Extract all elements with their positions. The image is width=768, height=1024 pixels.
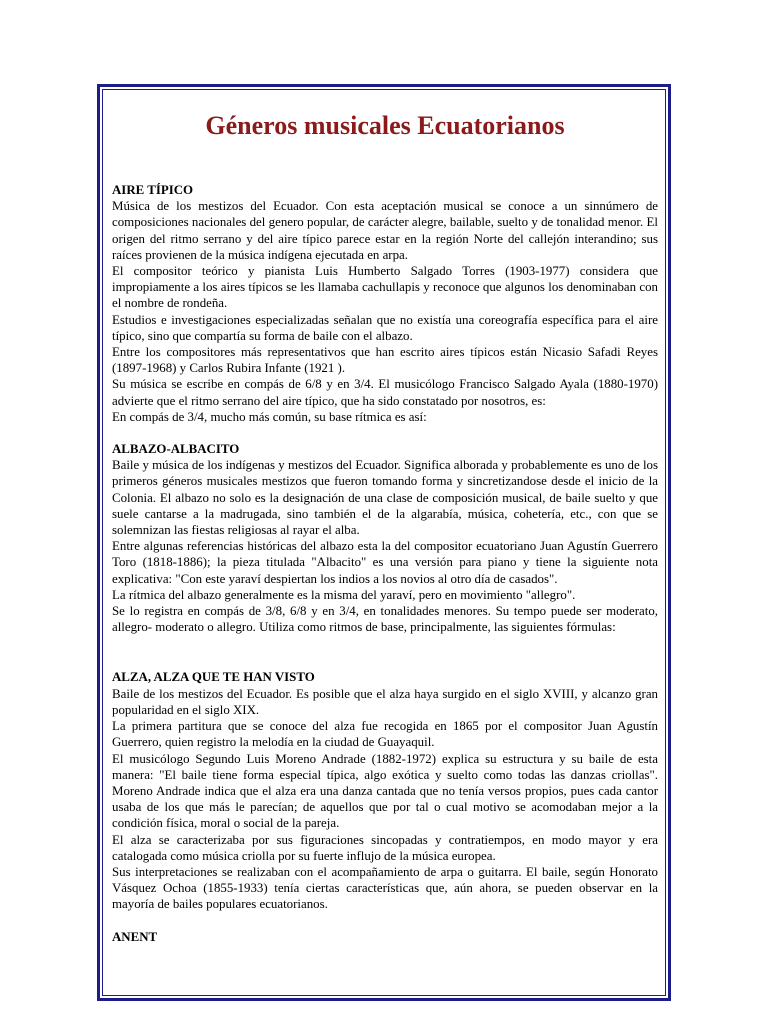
page-title: Géneros musicales Ecuatorianos (205, 111, 565, 140)
paragraph: La rítmica del albazo generalmente es la misma del yaraví, pero en movimiento "allegro". (112, 587, 576, 602)
paragraph: Estudios e investigaciones especializadas señalan que no existía una coreografía específica para el aire típico, sino que compartía su forma de baile con el albazo. (112, 312, 658, 343)
paragraph: El compositor teórico y pianista Luis Humberto Salgado Torres (1903-1977) considera que impropiamente a los aires típicos se les llamaba cachullapis y reconoce que algunos los denominaban con el nombre de rondeña. (112, 264, 658, 311)
paragraph: Sus interpretaciones se realizaban con el acompañamiento de arpa o guitarra. El baile, según Honorato Vásquez Ochoa (1855-1933) tenía ciertas características que, aún ahora, se pueden observar en la mayoría de bailes populares ecuatorianos. (112, 864, 658, 912)
paragraph: Baile de los mestizos del Ecuador. Es posible que el alza haya surgido en el siglo XVIII, y alcanzo gran popularidad en el siglo XIX. (112, 686, 658, 717)
paragraph: Baile y música de los indígenas y mestizos del Ecuador. Significa alborada y probablemente es uno de los primeros géneros musicales mestizos que fueron tomando forma y sincretizandose desde el inicio de la Colonia. El albazo no solo es la designación de una clase de composición musical, de baile suelto y que suele cantarse a la madrugada, sino también el de la algarabía, música, cohetería, etc., con que se solemnizan las fiestas religiosas al rayar el alba. (112, 458, 658, 538)
section-heading: ALZA, ALZA QUE TE HAN VISTO (112, 670, 315, 685)
paragraph: En compás de 3/4, mucho más común, su base rítmica es así: (112, 409, 427, 424)
paragraph: Su música se escribe en compás de 6/8 y en 3/4. El musicólogo Francisco Salgado Ayala (1880-1970) advierte que el ritmo serrano del aire típico, que ha sido constatado por nosotros, es: (112, 377, 658, 408)
paragraph: Música de los mestizos del Ecuador. Con esta aceptación musical se conoce a un sinnúmero de composiciones nacionales del genero popular, de carácter alegre, bailable, suelto y de tonalidad menor. El origen del ritmo serrano y del aire típico parece estar en la región Norte del callejón interandino; sus raíces provienen de la música indígena ejecutada en arpa. (112, 199, 658, 262)
section-aire-tipico (112, 182, 658, 425)
paragraph: El alza se caracterizaba por sus figuraciones sincopadas y contratiempos, en modo mayor y era catalogada como música criolla por su fuerte influjo de la música europea. (112, 832, 658, 863)
paragraph: Entre los compositores más representativos que han escrito aires típicos están Nicasio Safadi Reyes (1897-1968) y Carlos Rubira Infante (1921 ). (112, 345, 658, 376)
section-heading: ANENT (112, 929, 158, 944)
paragraph: Entre algunas referencias históricas del albazo esta la del compositor ecuatoriano Juan Agustín Guerrero Toro (1818-1886); la pieza titulada "Albacito" es una versión para piano y tiene la siguiente nota explicativa: "Con este yaraví despiertan los indios a los novios al otro día de casados". (112, 539, 658, 586)
section-heading: ALBAZO-ALBACITO (112, 442, 240, 457)
section-anent (112, 929, 658, 945)
paragraph: Se lo registra en compás de 3/8, 6/8 y en 3/4, en tonalidades menores. Su tempo puede ser moderato, allegro- moderato o allegro. Utiliza como ritmos de base, principalmente, las siguientes fórmulas: (112, 604, 658, 635)
paragraph: El musicólogo Segundo Luis Moreno Andrade (1882-1972) explica su estructura y su baile de esta manera: "El baile tiene forma especial típica, algo exótica y suelto como todas las danzas criollas". Moreno Andrade indica que el alza era una danza cantada que no tenía versos propios, pues cada cantor usaba de los que más le parecían; de aquellos que por tal o cual motivo se acomodaban mejor a la condición física, moral o social de la pareja. (112, 751, 658, 831)
section-alza (112, 669, 658, 912)
section-albazo (112, 441, 658, 635)
document-body (112, 108, 658, 945)
section-heading: AIRE TÍPICO (112, 183, 194, 197)
paragraph: La primera partitura que se conoce del alza fue recogida en 1865 por el compositor Juan Agustín Guerrero, quien registro la melodía en la ciudad de Guayaquil. (112, 719, 658, 750)
